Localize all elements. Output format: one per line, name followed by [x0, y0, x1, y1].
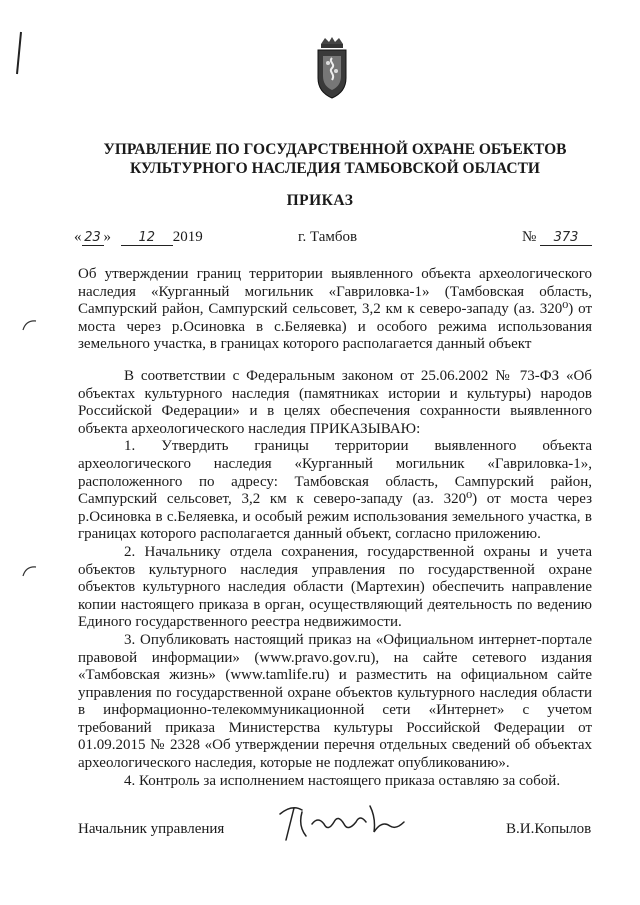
signatory-name: В.И.Копылов — [506, 821, 592, 837]
organization-name-line2: КУЛЬТУРНОГО НАСЛЕДИЯ ТАМБОВСКОЙ ОБЛАСТИ — [130, 160, 540, 177]
document-type-title: ПРИКАЗ — [286, 192, 354, 209]
date-close-quote: » — [103, 229, 111, 245]
organization-name-line1: УПРАВЛЕНИЕ ПО ГОСУДАРСТВЕННОЙ ОХРАНЕ ОБЪЕКТОВ — [103, 141, 567, 158]
order-number-field — [522, 229, 592, 246]
order-body — [78, 368, 592, 790]
subject-block — [78, 266, 592, 354]
margin-mark-2 — [20, 564, 38, 578]
order-item-2: 2. Начальнику отдела сохранения, государственной охраны и учета объектов культурного наследия управления по государственной охране объектов культурного наследия области (Мартехин) обеспечить направление копии настоящего приказа в орган, осуществляющий деятельность по ведению Единого государственного реестра недвижимости. — [78, 543, 592, 631]
subject-text: Об утверждении границ территории выявленного объекта археологического наследия «Курганный могильник «Гавриловка-1» (Тамбовская область, Сампурский район, Сампурский сельсовет, 3,2 км к северо-западу (аз. 320⁰) от моста через р.Осиновка в с.Беляевка) и особого режима использования земельного участка, в границах которого располагается данный объект — [78, 266, 592, 353]
date-month: 12 — [121, 231, 173, 246]
pen-stroke-mark — [12, 30, 26, 76]
date-year: 2019 — [172, 229, 203, 245]
date-field — [74, 229, 203, 246]
coat-of-arms-emblem — [311, 36, 353, 100]
order-item-1: 1. Утвердить границы территории выявленного объекта археологического наследия «Курганный могильник «Гавриловка-1», расположенного по адресу: Тамбовская область, Сампурский район, Сампурский сельсовет, 3,2 км к северо-западу (аз. 320⁰) от моста через р.Осиновка в с.Беляевка, и особый режим использования земельного участка, в границах которого располагается данный объект, согласно приложению. — [78, 438, 592, 543]
preamble-paragraph: В соответствии с Федеральным законом от 25.06.2002 № 73-ФЗ «Об объектах культурного наследия (памятниках истории и культуры) народов Российской Федерации» и в целях обеспечения сохранности выявленного объекта археологического наследия ПРИКАЗЫВАЮ: — [78, 368, 592, 437]
date-day: 23 — [82, 231, 104, 246]
order-number: 373 — [540, 231, 592, 246]
date-open-quote: « — [74, 229, 82, 245]
order-item-3: 3. Опубликовать настоящий приказ на «Официальном интернет-портале правовой информации» (www.pravo.gov.ru), на сайте сетевого издания «Тамбовская жизнь» (www.tamlife.ru) и разместить на официальном сайте управления по государственной охране объектов культурного наследия области в информационно-телекоммуникационной сети «Интернет» с учетом требований приказа Министерства культуры Российской Федерации от 01.09.2015 № 2328 «Об утверждении перечня отдельных сведений об объектах археологического наследия, которые не подлежат опубликованию». — [78, 631, 592, 772]
order-item-4: 4. Контроль за исполнением настоящего приказа оставляю за собой. — [124, 772, 561, 789]
handwritten-signature — [272, 800, 412, 844]
number-label: № — [522, 229, 537, 245]
city-label: г. Тамбов — [298, 229, 358, 245]
margin-mark-1 — [20, 318, 38, 332]
signatory-position: Начальник управления — [78, 821, 225, 837]
